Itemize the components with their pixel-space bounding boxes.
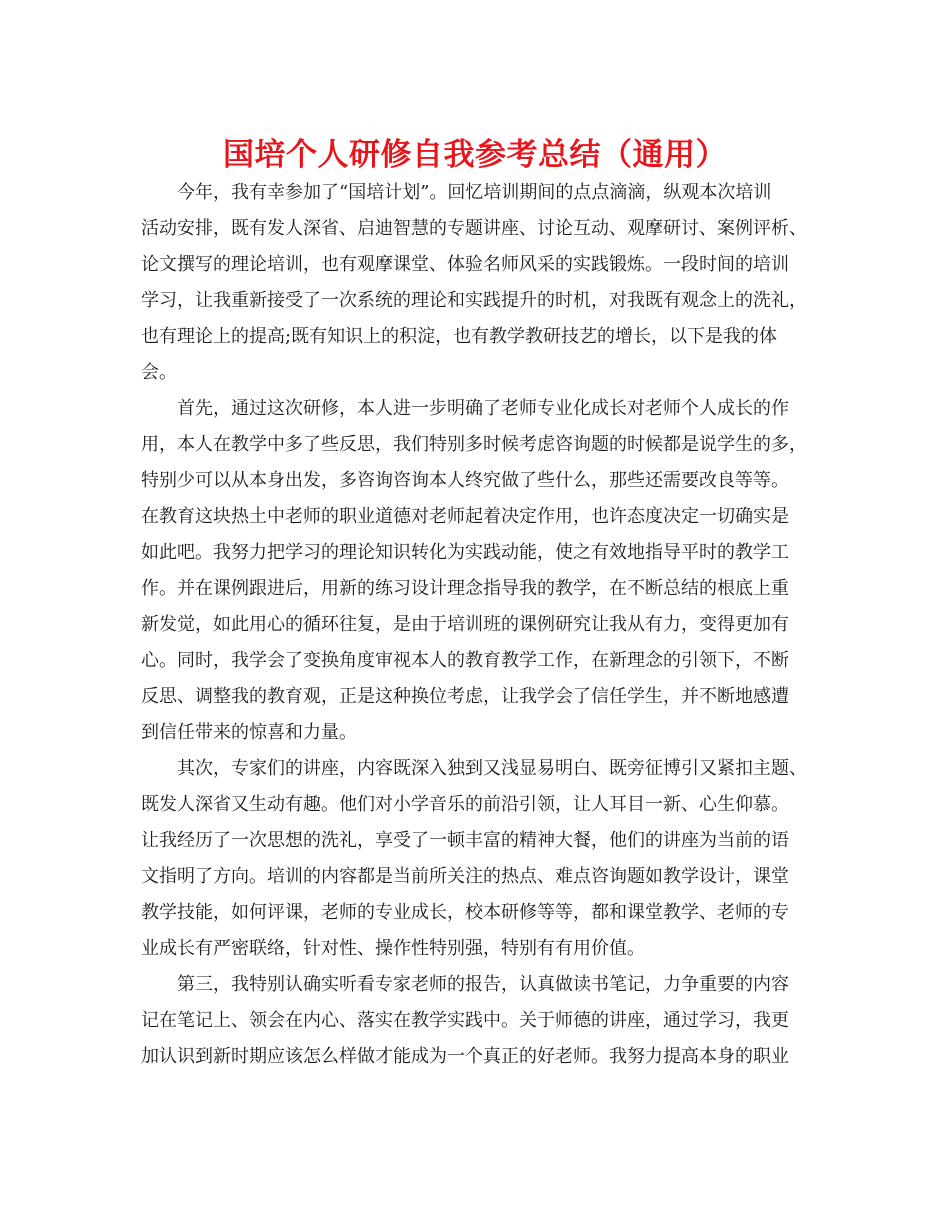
body-line: 会。	[141, 362, 177, 383]
body-line: 文指明了方向。培训的内容都是当前所关注的热点、难点咨询题如教学设计，课堂	[141, 866, 789, 887]
body-line: 其次，专家们的讲座，内容既深入独到又浅显易明白、既旁征博引又紧扣主题、	[177, 758, 807, 779]
document-body	[141, 175, 821, 1075]
body-line: 到信任带来的惊喜和力量。	[141, 722, 357, 743]
body-line: 第三，我特别认确实听看专家老师的报告，认真做读书笔记，力争重要的内容	[177, 974, 789, 995]
body-line: 让我经历了一次思想的洗礼，享受了一顿丰富的精神大餐，他们的讲座为当前的语	[141, 830, 789, 851]
body-line: 学习，让我重新接受了一次系统的理论和实践提升的时机，对我既有观念上的洗礼，	[141, 290, 807, 311]
document-title: 国培个人研修自我参考总结（通用）	[223, 137, 727, 173]
body-line: 心。同时，我学会了变换角度审视本人的教育教学工作，在新理念的引领下，不断	[141, 650, 789, 671]
body-line: 记在笔记上、领会在内心、落实在教学实践中。关于师德的讲座，通过学习，我更	[141, 1010, 789, 1031]
body-line: 首先，通过这次研修，本人进一步明确了老师专业化成长对老师个人成长的作	[177, 398, 789, 419]
body-line: 作。并在课例跟进后，用新的练习设计理念指导我的教学，在不断总结的根底上重	[141, 578, 789, 599]
body-line: 用，本人在教学中多了些反思，我们特别多时候考虑咨询题的时候都是说学生的多，	[141, 434, 807, 455]
body-line: 反思、调整我的教育观，正是这种换位考虑，让我学会了信任学生，并不断地感遭	[141, 686, 789, 707]
body-line: 活动安排，既有发人深省、启迪智慧的专题讲座、讨论互动、观摩研讨、案例评析、	[141, 218, 807, 239]
body-line: 教学技能，如何评课，老师的专业成长，校本研修等等，都和课堂教学、老师的专	[141, 902, 789, 923]
body-line: 如此吧。我努力把学习的理论知识转化为实践动能，使之有效地指导平时的教学工	[141, 542, 789, 563]
body-line: 新发觉，如此用心的循环往复，是由于培训班的课例研究让我从有力，变得更加有	[141, 614, 789, 635]
body-line: 特别少可以从本身出发，多咨询咨询本人终究做了些什么，那些还需要改良等等。	[141, 470, 789, 491]
body-line: 业成长有严密联络，针对性、操作性特别强，特别有有用价值。	[141, 938, 645, 959]
body-line: 在教育这块热土中老师的职业道德对老师起着决定作用，也许态度决定一切确实是	[141, 506, 789, 527]
body-line: 加认识到新时期应该怎么样做才能成为一个真正的好老师。我努力提高本身的职业	[141, 1046, 789, 1067]
body-line: 既发人深省又生动有趣。他们对小学音乐的前沿引领，让人耳目一新、心生仰慕。	[141, 794, 789, 815]
body-line: 今年，我有幸参加了“国培计划”。回忆培训期间的点点滴滴，纵观本次培训	[177, 182, 772, 203]
body-line: 也有理论上的提高;既有知识上的积淀，也有教学教研技艺的增长，以下是我的体	[141, 326, 778, 347]
body-line: 论文撰写的理论培训，也有观摩课堂、体验名师风采的实践锻炼。一段时间的培训	[141, 254, 789, 275]
